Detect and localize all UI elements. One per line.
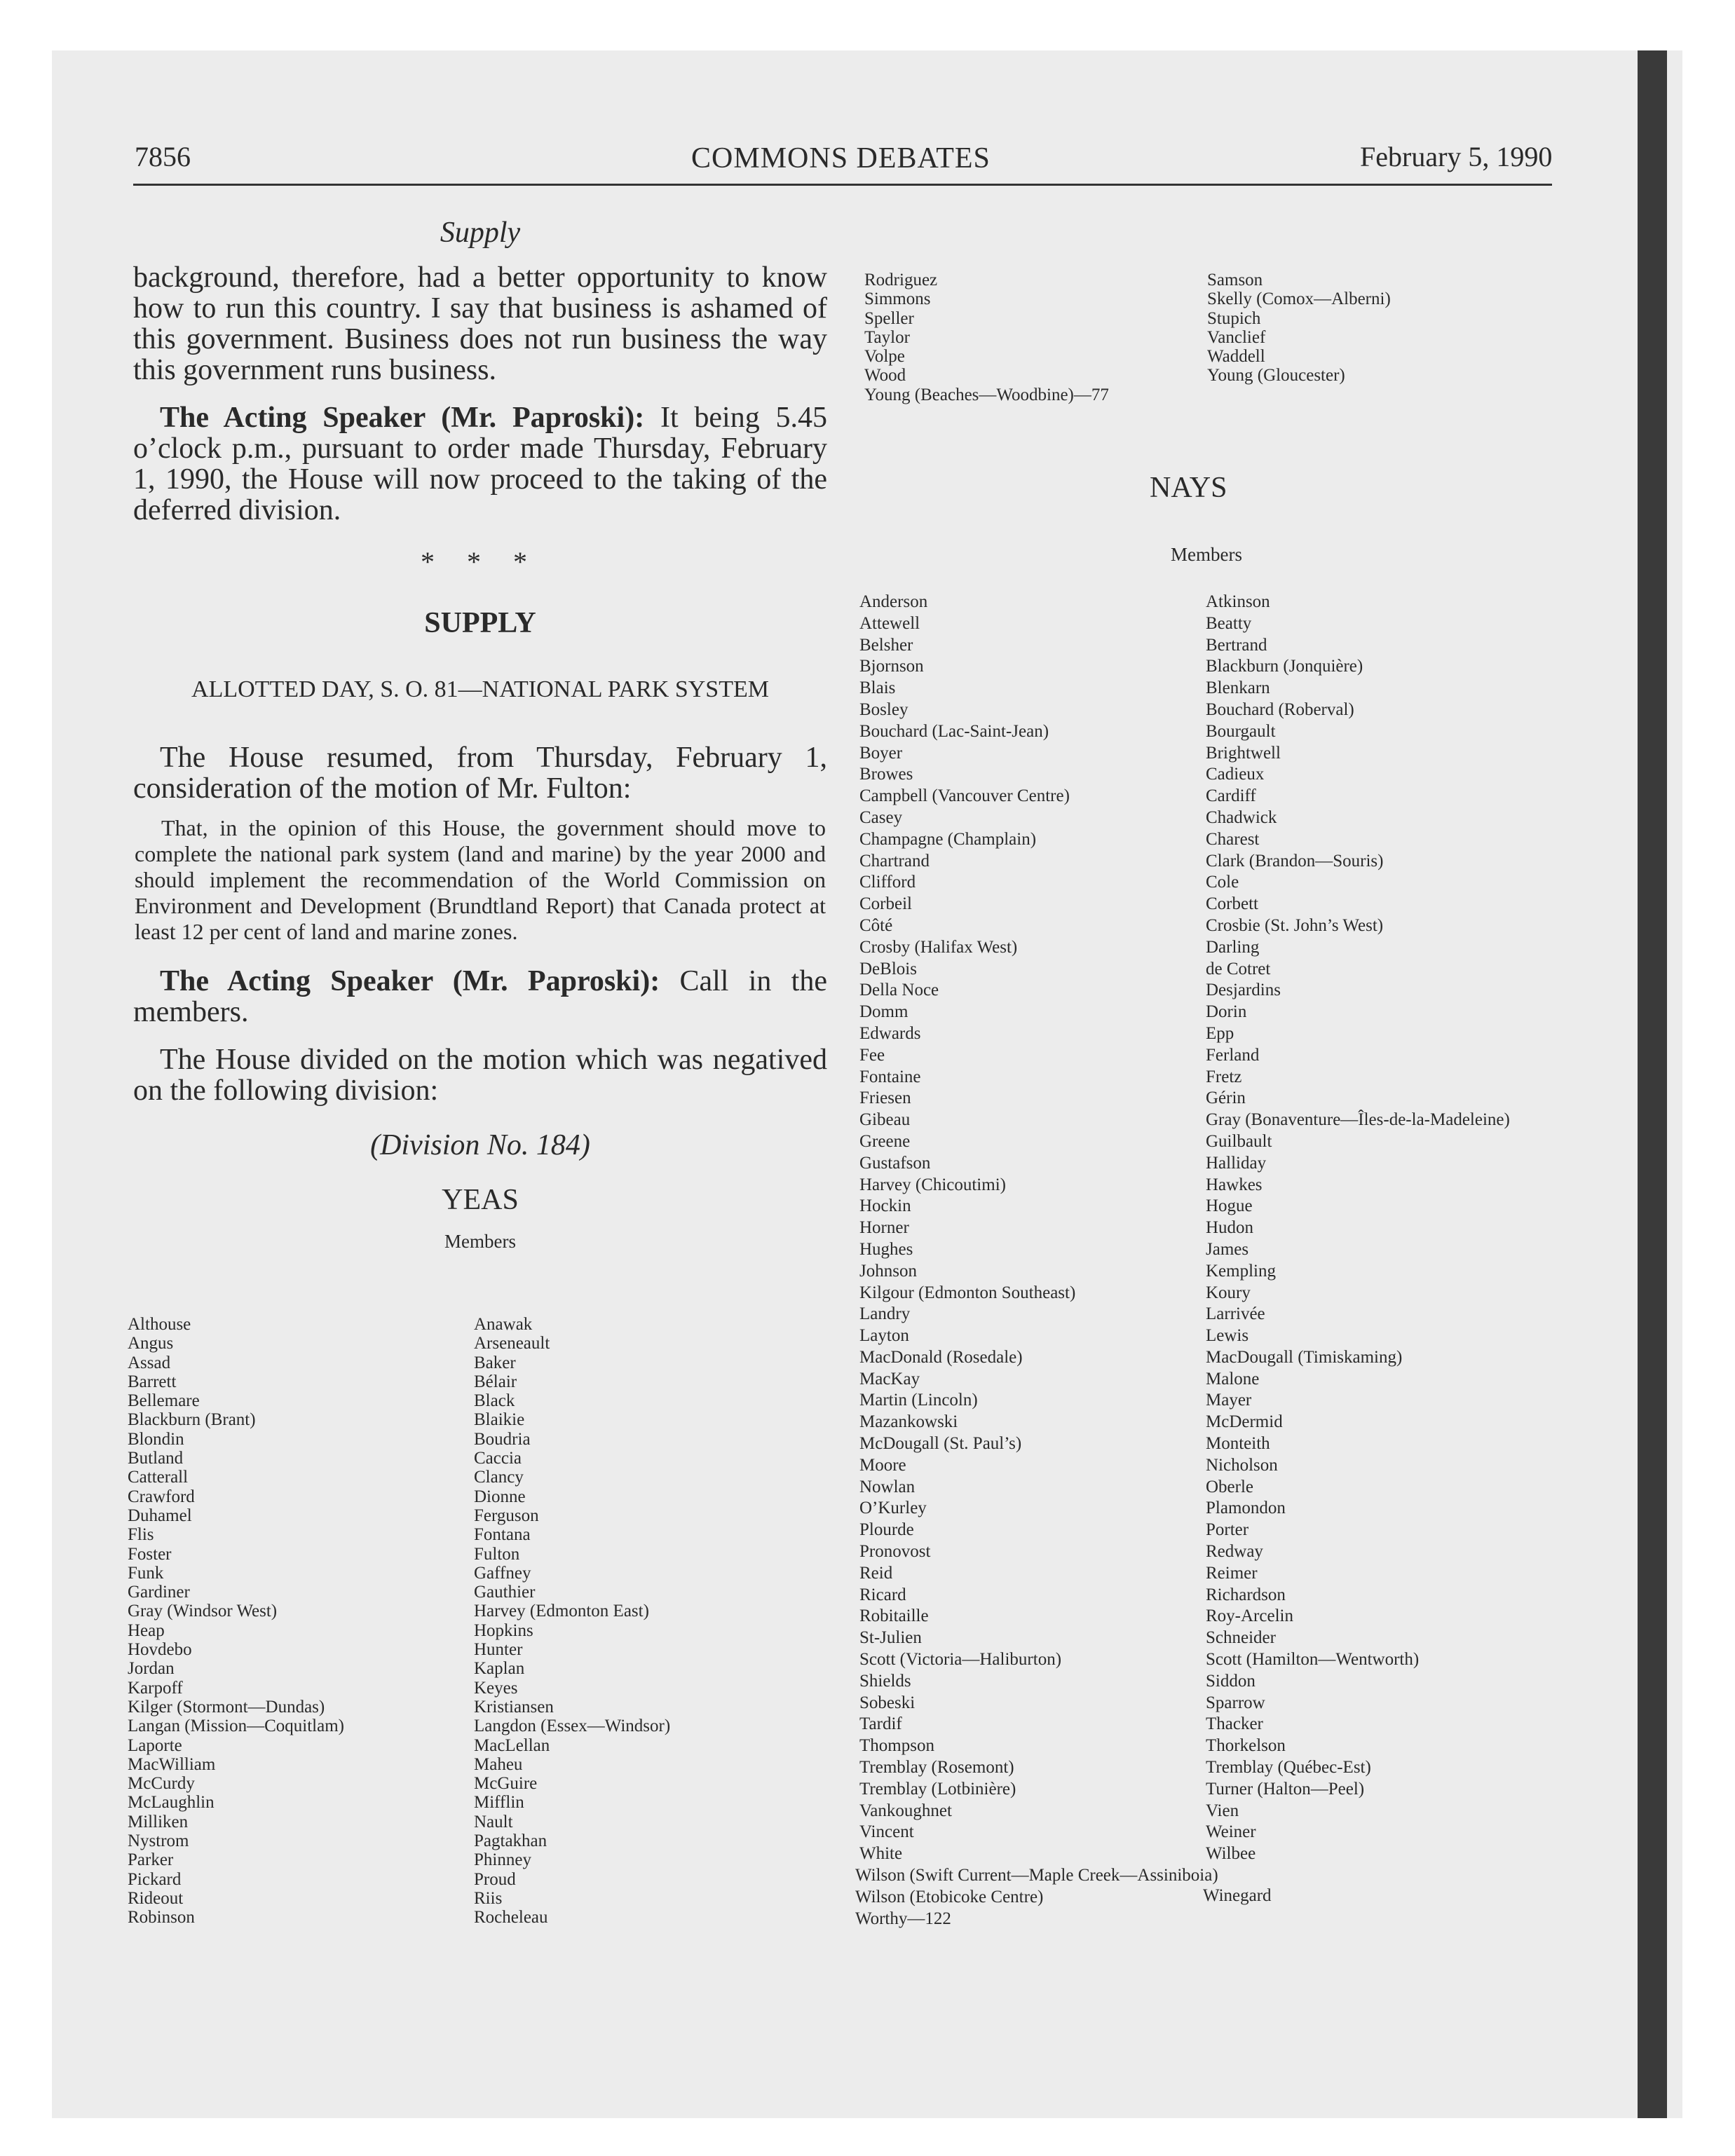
member-name: DeBlois <box>859 959 917 978</box>
member-name: Domm <box>859 1002 909 1022</box>
member-name: Bouchard (Lac-Saint-Jean) <box>859 721 1049 741</box>
member-name: Waddell <box>1207 347 1265 367</box>
page-date: February 5, 1990 <box>1360 141 1553 172</box>
member-name: Attewell <box>859 613 920 633</box>
member-name: Kilger (Stormont—Dundas) <box>128 1697 325 1717</box>
member-name: Anderson <box>859 592 928 611</box>
speaker-name: The Acting Speaker (Mr. Paproski): <box>160 402 645 434</box>
speech-text: It being 5.45 o’clock p.m., pursuant to order made Thursday, February 1, 1990, the House will now proceed to the taking of the deferred division. <box>133 402 827 526</box>
member-name: Fee <box>859 1045 885 1065</box>
member-name: Darling <box>1206 937 1260 957</box>
member-name: Hawkes <box>1206 1175 1263 1194</box>
member-name: Nowlan <box>859 1477 916 1496</box>
member-name: St-Julien <box>859 1628 922 1648</box>
member-name: Atkinson <box>1206 592 1270 611</box>
member-name: Bouchard (Roberval) <box>1206 700 1354 719</box>
member-name: Hudon <box>1206 1218 1254 1238</box>
member-name: Edwards <box>859 1023 921 1043</box>
yeas-list-col3 <box>864 271 1187 404</box>
member-name: MacLellan <box>474 1735 550 1755</box>
member-name: MacDougall (Timiskaming) <box>1206 1347 1403 1367</box>
member-name: Robitaille <box>859 1606 929 1626</box>
member-name: Bjornson <box>859 657 924 676</box>
member-name: Rideout <box>128 1888 184 1908</box>
member-name: Scott (Victoria—Haliburton) <box>859 1650 1062 1670</box>
member-name: Hunter <box>474 1640 523 1660</box>
member-name: Vien <box>1206 1801 1239 1820</box>
member-name: Chadwick <box>1206 807 1277 827</box>
member-name: Angus <box>128 1334 174 1353</box>
member-name: Caccia <box>474 1449 522 1468</box>
member-name: Reimer <box>1206 1563 1258 1583</box>
member-name: Bosley <box>859 700 909 719</box>
member-name: White <box>859 1844 903 1864</box>
member-name: Samson <box>1207 271 1263 289</box>
member-name: Fulton <box>474 1544 520 1564</box>
member-name: Friesen <box>859 1089 911 1108</box>
member-name: Blackburn (Jonquière) <box>1206 657 1363 676</box>
member-name: Vanclief <box>1207 327 1266 347</box>
paragraph: background, therefore, had a better opportunity to know how to run this country. I say that business is ashamed of this government. Business does not run business the way this government runs business. <box>133 261 827 386</box>
member-name: Heap <box>128 1621 165 1640</box>
member-name: Fontana <box>474 1525 531 1545</box>
member-name: Clifford <box>859 873 916 892</box>
member-name: Kaplan <box>474 1659 525 1679</box>
member-name: MacKay <box>859 1369 920 1389</box>
member-name: Winegard <box>1203 1886 1272 1905</box>
paragraph <box>133 966 827 1028</box>
member-name: Corbeil <box>859 894 912 914</box>
member-name: Young (Gloucester) <box>1207 366 1345 386</box>
motion-text: That, in the opinion of this House, the government should move to complete the national park system (land and marine) by the year 2000 and should implement the recommendation of the World Commission on Environment and Development (Brundtland Report) that Canada protect at least 12 per cent of land and marine zones. <box>135 815 826 944</box>
member-name: Landry <box>859 1304 911 1324</box>
yeas-list-col1 <box>128 1315 464 1928</box>
member-name: Bourgault <box>1206 721 1276 741</box>
member-name: Halliday <box>1206 1153 1267 1173</box>
header-rule <box>133 184 1552 186</box>
member-name: Browes <box>859 765 913 784</box>
member-name: Langan (Mission—Coquitlam) <box>128 1717 344 1736</box>
member-name: Corbett <box>1206 894 1258 914</box>
member-name: Volpe <box>864 347 905 367</box>
running-title: COMMONS DEBATES <box>691 142 991 175</box>
member-name: Karpoff <box>128 1678 183 1698</box>
member-name: Baker <box>474 1353 516 1372</box>
member-name: Catterall <box>128 1468 189 1487</box>
member-name: Boudria <box>474 1429 531 1449</box>
member-name: Butland <box>128 1449 184 1468</box>
member-name: Gustafson <box>859 1153 931 1173</box>
member-name: Proud <box>474 1869 516 1889</box>
member-name: Desjardins <box>1206 981 1281 1000</box>
yeas-list-col4 <box>1207 271 1544 386</box>
nays-list-col1 <box>859 592 1252 1865</box>
member-name: Milliken <box>128 1812 189 1831</box>
member-name: Porter <box>1206 1520 1249 1540</box>
yeas-members-label: Members <box>444 1231 516 1252</box>
member-name: Malone <box>1206 1369 1260 1389</box>
member-name: Arseneault <box>474 1334 550 1353</box>
member-name: Plourde <box>859 1520 914 1540</box>
member-name: Cardiff <box>1206 786 1256 806</box>
member-name: Maheu <box>474 1754 523 1774</box>
member-name: Della Noce <box>859 981 939 1000</box>
member-name: Belsher <box>859 635 913 655</box>
member-name: Champagne (Champlain) <box>859 829 1037 849</box>
member-name: MacDonald (Rosedale) <box>859 1347 1023 1367</box>
member-name: Speller <box>864 308 914 328</box>
member-name: Mifflin <box>474 1793 524 1813</box>
member-name: Foster <box>128 1544 172 1564</box>
member-name: Clancy <box>474 1468 524 1487</box>
page-number: 7856 <box>135 141 191 172</box>
member-name: Guilbault <box>1206 1131 1272 1151</box>
member-name: Funk <box>128 1563 164 1583</box>
member-name: Crawford <box>128 1487 195 1506</box>
division-number: (Division No. 184) <box>370 1129 590 1161</box>
member-name: Simmons <box>864 289 931 309</box>
member-name: Fontaine <box>859 1067 921 1086</box>
member-name: Blenkarn <box>1206 678 1270 698</box>
member-name: Blondin <box>128 1429 184 1449</box>
member-name: Tremblay (Québec-Est) <box>1206 1758 1371 1778</box>
member-name: Fretz <box>1206 1067 1242 1086</box>
member-name: Gibeau <box>859 1110 911 1130</box>
member-name: Keyes <box>474 1678 518 1698</box>
member-name: McDougall (St. Paul’s) <box>859 1434 1022 1454</box>
nays-list-col2 <box>1206 592 1598 1865</box>
member-name: Dionne <box>474 1487 526 1506</box>
speaker-name: The Acting Speaker (Mr. Paproski): <box>160 965 660 997</box>
member-name: Rodriguez <box>864 271 938 289</box>
member-name: Harvey (Chicoutimi) <box>859 1175 1006 1194</box>
section-break: * * * <box>421 546 540 578</box>
member-name: Côté <box>859 915 893 935</box>
member-name: Kristiansen <box>474 1697 554 1717</box>
member-name: James <box>1206 1239 1249 1259</box>
member-name: Wilson (Swift Current—Maple Creek—Assiniboia) <box>855 1866 1218 1885</box>
member-name: Tremblay (Rosemont) <box>859 1758 1014 1778</box>
member-name: Kilgour (Edmonton Southeast) <box>859 1283 1076 1302</box>
member-name: Layton <box>859 1326 909 1346</box>
member-name: Riis <box>474 1888 503 1908</box>
member-name: Hughes <box>859 1239 913 1259</box>
member-name: Flis <box>128 1525 154 1545</box>
member-name: Richardson <box>1206 1585 1286 1604</box>
scan-edge-shadow <box>1638 50 1667 2118</box>
member-name: Sparrow <box>1206 1693 1265 1712</box>
member-name: Sobeski <box>859 1693 916 1712</box>
member-name: Nystrom <box>128 1831 189 1851</box>
member-name: Cadieux <box>1206 765 1265 784</box>
member-name: Gaffney <box>474 1563 531 1583</box>
member-name: Crosby (Halifax West) <box>859 937 1018 957</box>
member-name: Monteith <box>1206 1434 1270 1454</box>
member-name: Harvey (Edmonton East) <box>474 1602 649 1621</box>
yeas-list-col2 <box>474 1315 824 1928</box>
member-name: Thacker <box>1206 1714 1263 1734</box>
member-name: Wood <box>864 366 906 386</box>
member-name: Wilson (Etobicoke Centre) <box>855 1888 1044 1906</box>
member-name: Worthy—122 <box>855 1909 951 1928</box>
member-name: Boyer <box>859 743 903 763</box>
member-name: Pickard <box>128 1869 182 1889</box>
member-name: Hopkins <box>474 1621 533 1640</box>
member-name: Johnson <box>859 1261 917 1281</box>
member-name: Koury <box>1206 1283 1251 1302</box>
member-name: Campbell (Vancouver Centre) <box>859 786 1070 806</box>
member-name: Shields <box>859 1671 911 1691</box>
member-name: Moore <box>859 1455 906 1475</box>
member-name: Crosbie (St. John’s West) <box>1206 915 1384 935</box>
member-name: Larrivée <box>1206 1304 1265 1324</box>
section-label: Supply <box>440 217 521 249</box>
member-name: Thompson <box>859 1736 934 1756</box>
member-name: Blais <box>859 678 896 698</box>
member-name: Gray (Windsor West) <box>128 1602 278 1621</box>
member-name: de Cotret <box>1206 959 1271 978</box>
member-name: Plamondon <box>1206 1499 1286 1518</box>
member-name: Skelly (Comox—Alberni) <box>1207 289 1391 309</box>
member-name: Nicholson <box>1206 1455 1278 1475</box>
member-name: Taylor <box>864 327 910 347</box>
member-name: Clark (Brandon—Souris) <box>1206 851 1384 871</box>
member-name: Blackburn (Brant) <box>128 1410 256 1430</box>
member-name: O’Kurley <box>859 1499 927 1518</box>
member-name: Duhamel <box>128 1506 192 1525</box>
member-name: Turner (Halton—Peel) <box>1206 1779 1365 1799</box>
member-name: McLaughlin <box>128 1793 215 1813</box>
member-name: Langdon (Essex—Windsor) <box>474 1717 671 1736</box>
nays-members-label: Members <box>1171 544 1242 565</box>
member-name: McDermid <box>1206 1412 1283 1432</box>
member-name: Schneider <box>1206 1628 1276 1648</box>
member-name: Blaikie <box>474 1410 525 1430</box>
member-name: Ferland <box>1206 1045 1260 1065</box>
member-name: McGuire <box>474 1774 538 1794</box>
left-column <box>133 210 827 1260</box>
member-name: Beatty <box>1206 613 1252 633</box>
nays-list-tail <box>855 1864 1218 1930</box>
member-name: Lewis <box>1206 1326 1249 1346</box>
member-name: Robinson <box>128 1908 195 1928</box>
member-name: Hovdebo <box>128 1640 192 1660</box>
member-name: Nault <box>474 1812 513 1831</box>
member-name: Thorkelson <box>1206 1736 1286 1756</box>
member-name: Dorin <box>1206 1002 1247 1022</box>
member-name: Bertrand <box>1206 635 1267 655</box>
member-name: McCurdy <box>128 1774 195 1794</box>
member-name: Siddon <box>1206 1671 1256 1691</box>
member-name: Horner <box>859 1218 909 1238</box>
member-name: Vankoughnet <box>859 1801 952 1820</box>
paragraph <box>133 402 827 526</box>
member-name: Althouse <box>128 1315 191 1334</box>
section-heading: SUPPLY <box>424 607 536 639</box>
member-name: Parker <box>128 1850 174 1870</box>
member-name: Bellemare <box>128 1391 200 1411</box>
member-name: Scott (Hamilton—Wentworth) <box>1206 1650 1420 1670</box>
member-name: Assad <box>128 1353 171 1372</box>
member-name: Brightwell <box>1206 743 1281 763</box>
member-name: Hogue <box>1206 1196 1253 1216</box>
member-name: Laporte <box>128 1735 182 1755</box>
member-name: Mayer <box>1206 1391 1252 1410</box>
member-name: Ricard <box>859 1585 906 1604</box>
member-name: Barrett <box>128 1372 177 1391</box>
member-name: Pagtakhan <box>474 1831 547 1851</box>
member-name: Reid <box>859 1563 893 1583</box>
member-name: Kempling <box>1206 1261 1276 1281</box>
member-name: Roy-Arcelin <box>1206 1606 1293 1626</box>
member-name: Redway <box>1206 1542 1263 1562</box>
member-name: Gauthier <box>474 1583 536 1602</box>
member-name: Jordan <box>128 1659 175 1679</box>
member-name: Pronovost <box>859 1542 931 1562</box>
member-name: Epp <box>1206 1023 1234 1043</box>
member-name: MacWilliam <box>128 1754 216 1774</box>
member-name: Bélair <box>474 1372 517 1391</box>
member-name: Greene <box>859 1131 911 1151</box>
member-name: Black <box>474 1391 515 1411</box>
member-name: Oberle <box>1206 1477 1254 1496</box>
member-name: Ferguson <box>474 1506 539 1525</box>
paragraph: The House divided on the motion which was negatived on the following division: <box>133 1044 827 1107</box>
member-name: Mazankowski <box>859 1412 958 1432</box>
member-name: Charest <box>1206 829 1260 849</box>
member-name: Martin (Lincoln) <box>859 1391 978 1410</box>
member-name: Stupich <box>1207 308 1261 328</box>
member-name: Gardiner <box>128 1583 190 1602</box>
member-name: Phinney <box>474 1850 531 1870</box>
member-name: Chartrand <box>859 851 930 871</box>
member-name: Young (Beaches—Woodbine)—77 <box>864 385 1109 404</box>
member-name: Weiner <box>1206 1822 1256 1842</box>
member-name: Hockin <box>859 1196 911 1216</box>
member-name: Anawak <box>474 1315 533 1334</box>
member-name: Gérin <box>1206 1089 1246 1108</box>
member-name: Casey <box>859 807 903 827</box>
member-name: Tremblay (Lotbinière) <box>859 1779 1016 1799</box>
member-name: Cole <box>1206 873 1239 892</box>
speech-text: Call in the members. <box>133 965 827 1028</box>
section-subheading: ALLOTTED DAY, S. O. 81—NATIONAL PARK SYSTEM <box>191 676 769 702</box>
nays-heading: NAYS <box>1150 472 1227 504</box>
member-name: Rocheleau <box>474 1908 548 1928</box>
member-name: Tardif <box>859 1714 902 1734</box>
member-name: Wilbee <box>1206 1844 1256 1864</box>
paragraph: The House resumed, from Thursday, February 1, consideration of the motion of Mr. Fulton: <box>133 742 827 805</box>
member-name: Gray (Bonaventure—Îles-de-la-Madeleine) <box>1206 1110 1510 1130</box>
yeas-heading: YEAS <box>442 1184 519 1216</box>
member-name: Vincent <box>859 1822 914 1842</box>
